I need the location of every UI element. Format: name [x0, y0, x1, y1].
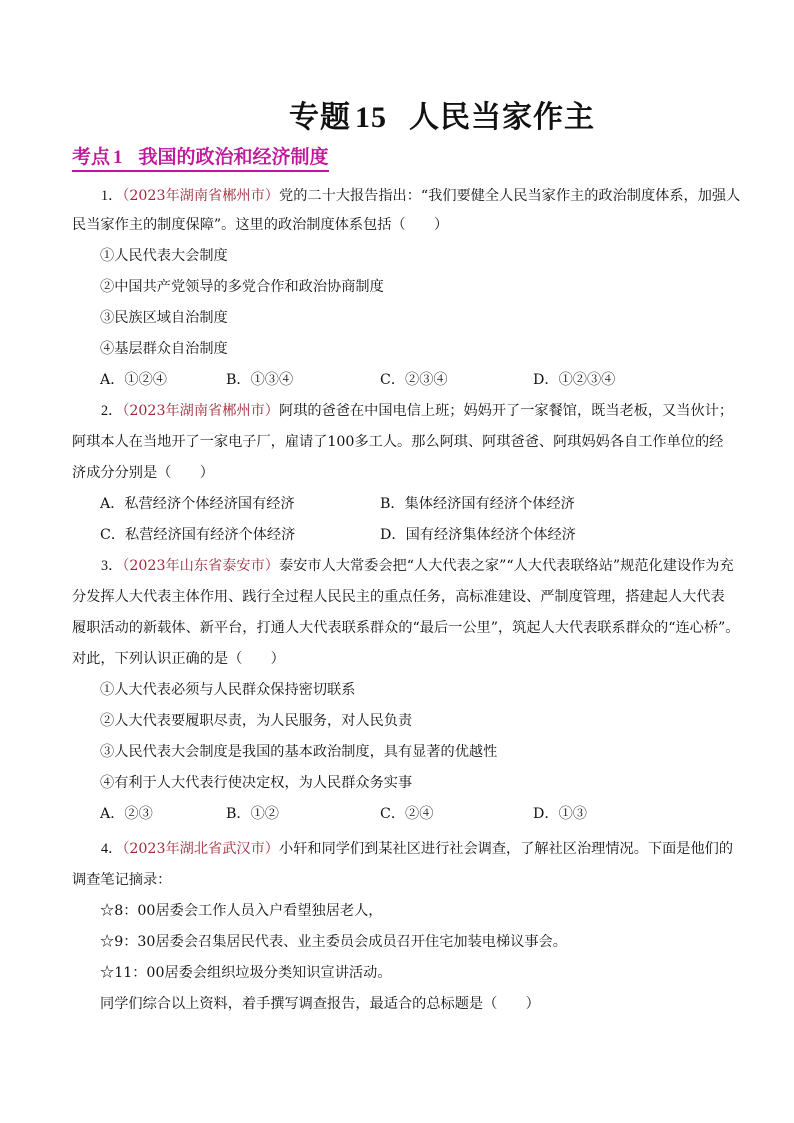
- question-3-line-1: [101, 556, 734, 576]
- question-2-line-3: 济成分分别是（ ）: [72, 465, 214, 481]
- title-prefix: 专题: [289, 100, 351, 135]
- question-2-option-d: D．国有经济集体经济个体经济: [380, 527, 576, 543]
- question-3-line-3: 履职活动的新载体、新平台，打通人大代表联系群众的“最后一公里”，筑起人大代表联系群众的“连心桥”。: [72, 620, 740, 636]
- question-text: 泰安市人大常委会把“人大代表之家”“人大代表联络站”规范化建设作为充: [279, 558, 734, 574]
- question-4-note-2: ☆9：30居委会召集居民代表、业主委员会成员召开住宅加装电梯议事会。: [100, 934, 567, 950]
- question-number: 1．: [101, 188, 123, 204]
- question-3-item-1: ①人大代表必须与人民群众保持密切联系: [100, 682, 356, 698]
- question-2-line-2: 阿琪本人在当地开了一家电子厂，雇请了100多工人。那么阿琪、阿琪爸爸、阿琪妈妈各自工作单位的经: [72, 434, 724, 450]
- section-number: 1: [113, 147, 123, 168]
- question-4-prompt: 同学们综合以上资料，着手撰写调查报告，最适合的总标题是（ ）: [100, 996, 540, 1012]
- question-4-note-1: ☆8：00居委会工作人员入户看望独居老人，: [100, 903, 383, 919]
- question-1-option-d: D．①②③④: [533, 372, 616, 388]
- question-1-item-2: ②中国共产党领导的多党合作和政治协商制度: [100, 279, 384, 295]
- question-1-option-b: B．①③④: [226, 372, 294, 388]
- question-3-option-b: B．①②: [226, 806, 279, 822]
- question-3-line-4: 对此，下列认识正确的是（ ）: [72, 651, 285, 667]
- question-2-option-c: C．私营经济国有经济个体经济: [100, 527, 296, 543]
- question-number: 2．: [101, 403, 123, 419]
- question-3-item-3: ③人民代表大会制度是我国的基本政治制度，具有显著的优越性: [100, 744, 498, 760]
- question-2-option-b: B．集体经济国有经济个体经济: [380, 496, 575, 512]
- question-3-option-d: D．①③: [533, 806, 587, 822]
- question-3-line-2: 分发挥人大代表主体作用、践行全过程人民民主的重点任务，高标准建设、严制度管理，搭建起人大代表: [72, 589, 725, 605]
- question-source: （2023年湖南省郴州市）: [122, 403, 279, 419]
- question-text: 阿琪的爸爸在中国电信上班；妈妈开了一家餐馆，既当老板，又当伙计；: [279, 403, 734, 419]
- question-number: 4．: [101, 841, 123, 857]
- question-4-line-2: 调查笔记摘录：: [72, 872, 172, 888]
- question-source: （2023年湖北省武汉市）: [122, 841, 279, 857]
- question-text: 小轩和同学们到某社区进行社会调查，了解社区治理情况。下面是他们的: [279, 841, 734, 857]
- title-text: 人民当家作主: [409, 100, 595, 135]
- question-4-line-1: [101, 839, 733, 859]
- page-title: [0, 92, 794, 136]
- question-1-item-3: ③民族区域自治制度: [100, 310, 228, 326]
- question-3-item-4: ④有利于人大代表行使决定权，为人民群众务实事: [100, 775, 413, 791]
- question-1-item-1: ①人民代表大会制度: [100, 248, 228, 264]
- question-1-line-1: [101, 186, 740, 206]
- section-heading: [72, 145, 329, 172]
- question-3-item-2: ②人大代表要履职尽责，为人民服务，对人民负责: [100, 713, 413, 729]
- question-1-line-2: 民当家作主的制度保障”。这里的政治制度体系包括（ ）: [72, 217, 449, 233]
- question-3-option-c: C．②④: [380, 806, 434, 822]
- question-2-option-a: A．私营经济个体经济国有经济: [100, 496, 295, 512]
- question-text: 党的二十大报告指出：“我们要健全人民当家作主的政治制度体系，加强人: [279, 188, 741, 204]
- question-number: 3．: [101, 558, 123, 574]
- question-3-option-a: A．②③: [100, 806, 153, 822]
- question-source: （2023年湖南省郴州市）: [122, 188, 279, 204]
- question-4-note-3: ☆11：00居委会组织垃圾分类知识宣讲活动。: [100, 965, 392, 981]
- question-1-option-c: C．②③④: [380, 372, 448, 388]
- question-2-line-1: [101, 401, 733, 421]
- question-1-item-4: ④基层群众自治制度: [100, 341, 228, 357]
- section-text: 我国的政治和经济制度: [138, 146, 329, 168]
- question-source: （2023年山东省泰安市）: [122, 558, 279, 574]
- section-prefix: 考点: [72, 146, 111, 168]
- question-1-option-a: A．①②④: [100, 372, 167, 388]
- title-number: 15: [355, 101, 387, 134]
